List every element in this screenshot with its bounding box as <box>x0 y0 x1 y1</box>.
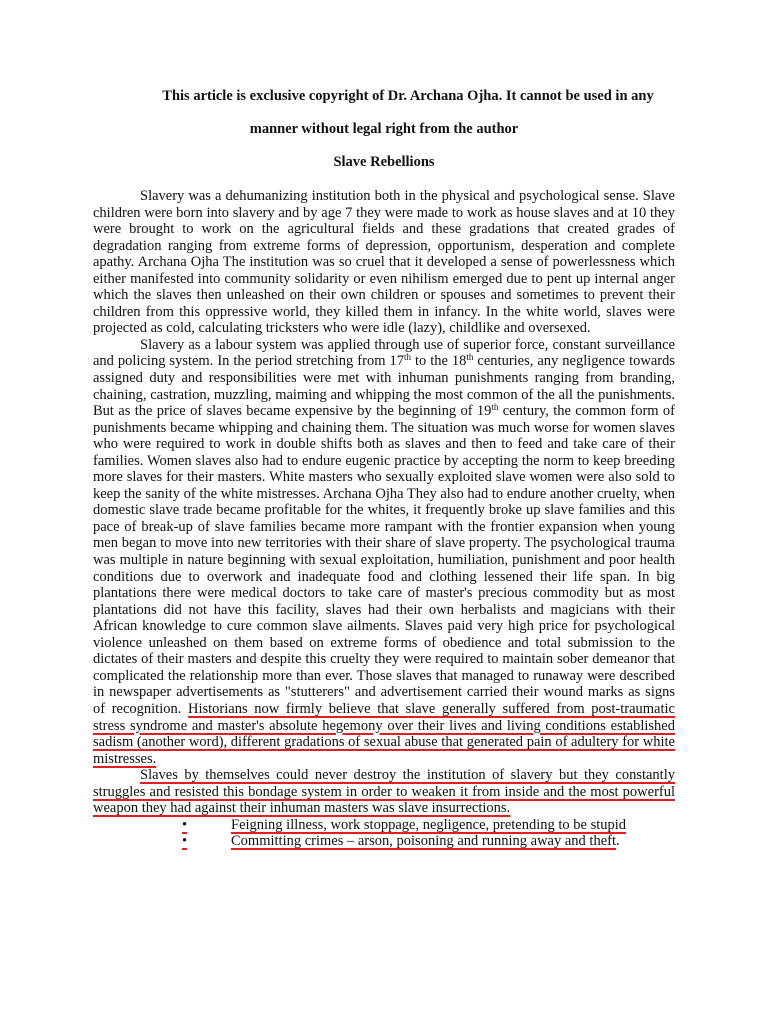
paragraph-1: Slavery was a dehumanizing institution both in the physical and psychological sense. Slave children were born into slavery and by age 7 they were made to work as house slaves and at 10 they were brought to work on the agricultural fields and these gradations that created grades of degradation ranging from extreme forms of depression, opportunism, desperation and complete apathy. Archana Ojha The institution was so cruel that it developed a sense of powerlessness which either manifested into community solidarity or even nihilism emerged due to pent up internal anger which the slaves then unleashed on their own children or spouses and sometimes to prevent their children from this oppressive world, they killed them in infancy. In the white world, slaves were projected as cold, calculating tricksters who were idle (lazy), childlike and oversexed. <box>93 188 675 337</box>
ordinal-suffix-19th: th <box>491 402 499 413</box>
copyright-notice-line-2: manner without legal right from the author <box>249 121 519 137</box>
underlined-insurrections-passage: Slaves by themselves could never destroy the institution of slavery but they constantly struggles and resisted this bondage system in order to weaken it from inside and the most powerful weapon they had against their inhuman masters was slave insurrections. <box>93 767 675 817</box>
ordinal-suffix-18th: th <box>466 352 474 363</box>
bullet-marker: • <box>182 816 188 833</box>
paragraph-2-part-d: century, the common form of punishments became whipping and chaining them. The situation was much worse for women slaves who were required to work in double shifts both as slaves and then to feed and take care of their families. Women slaves also had to endure eugenic practice by accepting the norm to keep breeding more slaves for their masters. White masters who sexually exploited slave women were also sold to keep the sanity of the white mistresses. Archana Ojha They also had to endure another cruelty, when domestic slave trade became profitable for the whites, it frequently broke up slave families and this pace of break-up of slave families became more rampant with the frontier expansion when young men began to move into new territories with their share of slave property. The psychological trauma was multiple in nature beginning with sexual exploitation, humiliation, punishment and poor health conditions due to overwork and inadequate food and clothing lessened their life span. In big plantations there were medical doctors to take care of master's precious commodity but as most plantations did not have this facility, slaves had their own herbalists and magicians with their African knowledge to cure common slave ailments. Slaves paid very high price for psychological violence unleashed on them based on extreme forms of obedience and total submission to the dictates of their masters and despite this cruelty they were required to maintain sober demeanor that complicated the relationship more than ever. Those slaves that managed to runaway were described in newspaper advertisements as "stutterers" and advertisement carried their wound marks as signs of recognition. <box>93 403 675 717</box>
paragraph-2-part-a: Slavery as a labour system was applied through use of superior force, constant surveillance and policing system. In the period stretching from 17 <box>93 336 675 370</box>
bullet-item <box>182 817 675 834</box>
resistance-bullet-list <box>93 817 675 850</box>
paragraph-2 <box>93 337 675 767</box>
ordinal-suffix-17th: th <box>403 352 411 363</box>
copyright-notice-line-1: This article is exclusive copyright of Dr. Archana Ojha. It cannot be used in any <box>162 88 654 104</box>
bullet-text: Committing crimes – arson, poisoning and running away and theft <box>231 833 616 850</box>
paragraph-3 <box>93 767 675 817</box>
paragraph-2-part-b: to the 18 <box>410 353 467 370</box>
bullet-text: Feigning illness, work stoppage, negligence, pretending to be stupid <box>231 816 627 833</box>
bullet-tail: . <box>616 833 620 850</box>
bullet-marker: • <box>182 833 188 850</box>
paragraph-2-part-c: centuries, any negligence towards assigned duty and responsibilities were met with inhuman punishments ranging from branding, chaining, castration, muzzling, maiming and whipping the most common of the all the punishments. But as the price of slaves became expensive by the beginning of 19 <box>93 353 675 420</box>
article-title: Slave Rebellions <box>333 154 435 170</box>
underlined-historians-passage: Historians now firmly believe that slave generally suffered from post-traumatic stress syndrome and master's absolute hegemony over their lives and living conditions established sadism (another word), different gradations of sexual abuse that generated pain of adultery for white mistresses. <box>93 700 675 767</box>
bullet-item <box>182 833 675 850</box>
article-body <box>93 188 675 850</box>
